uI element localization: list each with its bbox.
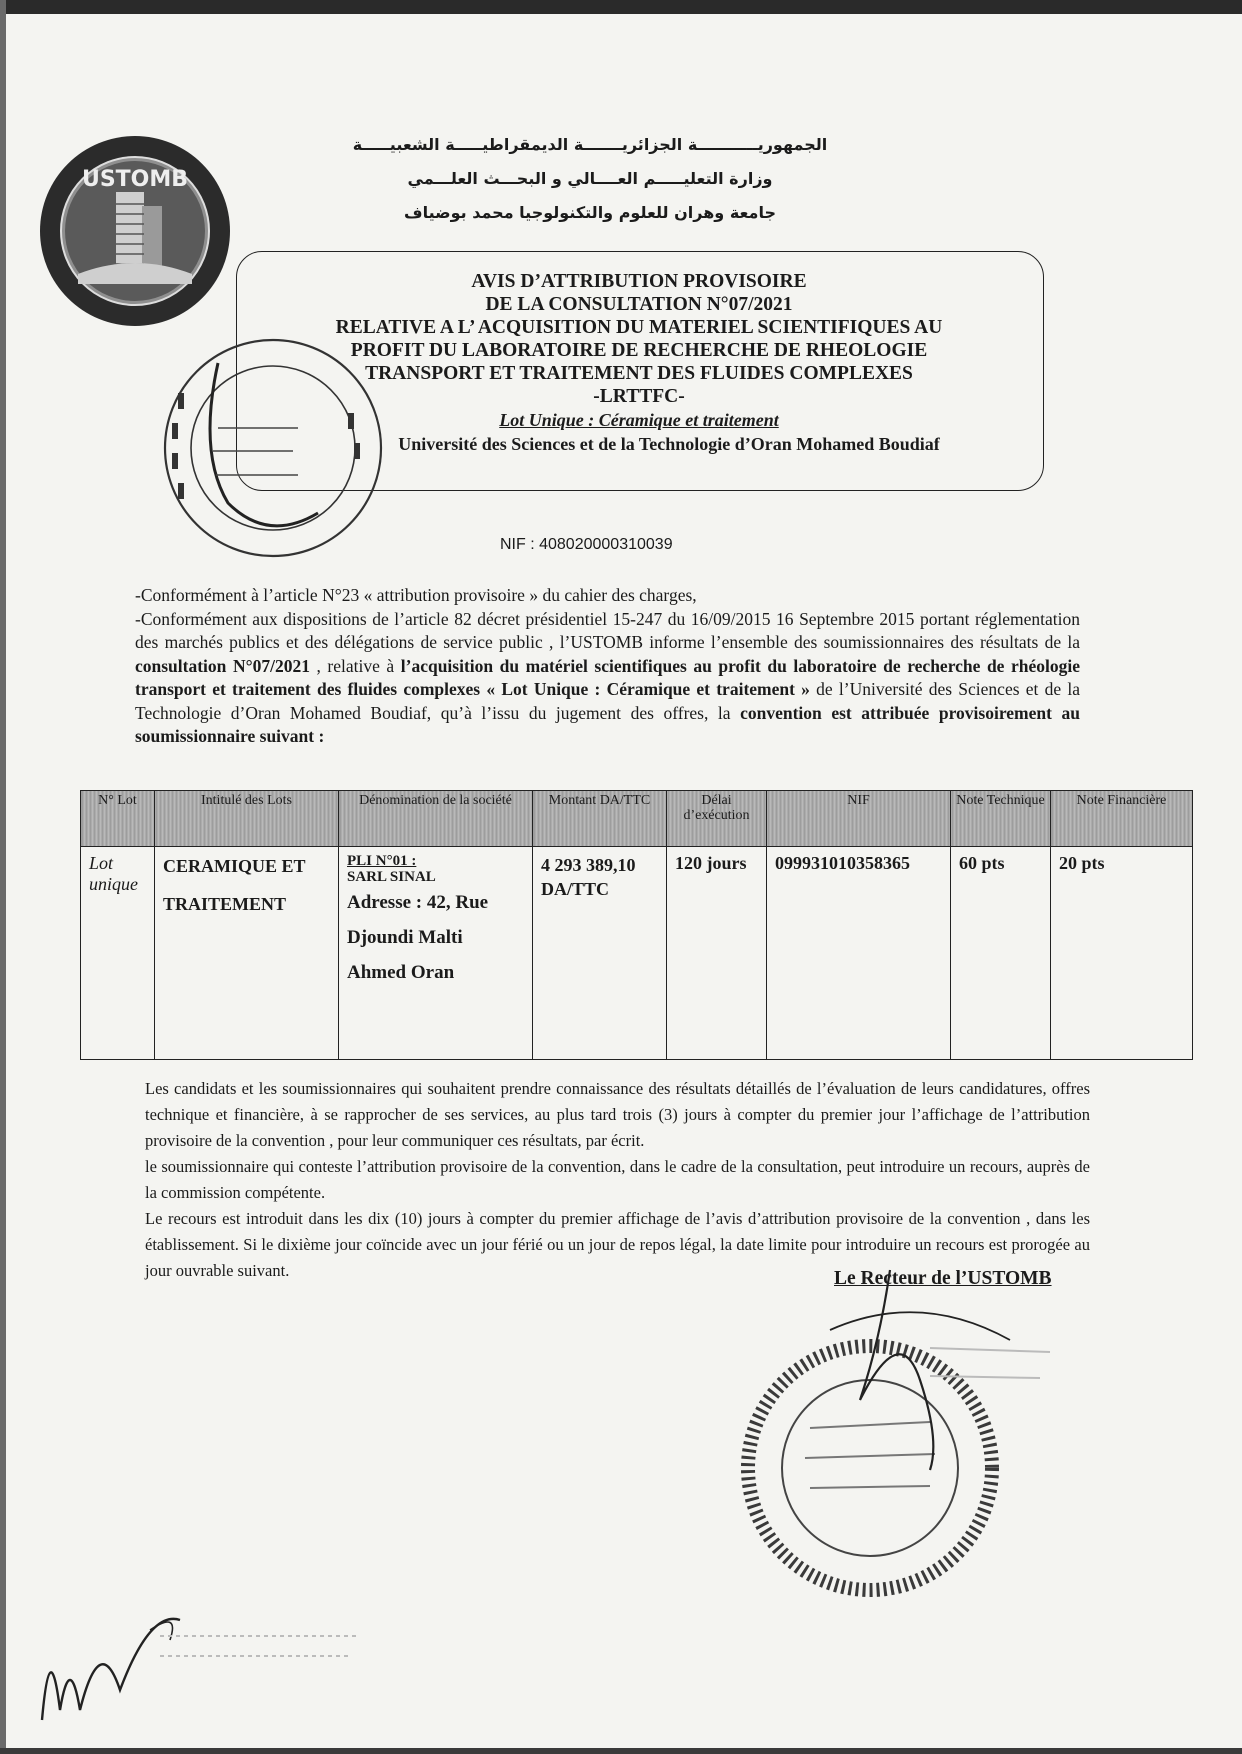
column-header: Note Financière (1051, 791, 1193, 847)
column-header: Note Technique (951, 791, 1051, 847)
column-header: NIF (767, 791, 951, 847)
svg-text:USTOMB: USTOMB (81, 167, 189, 192)
cell-intitule (155, 847, 339, 1060)
arabic-header-line: جامعة وهران للعلوم والتكنولوجيا محمد بوضياف (404, 203, 776, 222)
title-line: TRANSPORT ET TRAITEMENT DES FLUIDES COMPLEXES (365, 363, 913, 384)
university-name: Université des Sciences et de la Technologie d’Oran Mohamed Boudiaf (398, 434, 940, 454)
cell-nif: 099931010358365 (767, 847, 951, 1060)
column-header: Intitulé des Lots (155, 791, 339, 847)
body-text-span: , relative à (309, 655, 401, 676)
footer-text (145, 1076, 1090, 1284)
footer-paragraph: Le recours est introduit dans les dix (10) jours à compter du premier affichage de l’avis d’attribution provisoire de la convention , dans les établissement. Si le dixième jour coïncide avec un jour férié ou un jour de repos légal, la date limite pour introduire un recours est prorogée au jour ouvrable suivant. (145, 1209, 1090, 1280)
column-header: Délai d’exécution (667, 791, 767, 847)
column-header: Dénomination de la société (339, 791, 533, 847)
scan-edge-left (0, 0, 6, 1754)
body-text-span: -Conformément aux dispositions de l’article 82 décret présidentiel 15-247 du 16/09/2015 16 Septembre 2015 portant réglementation des marchés publics et des délégations de service public , l’USTOMB informe l’ensemble des soumissionnaires des résultats de la (135, 608, 1080, 652)
award-statement: convention est attribuée provisoirement au soumissionnaire suivant : (135, 702, 1081, 746)
consultation-reference: consultation N°07/2021 (135, 655, 310, 676)
footer-paragraph: le soumissionnaire qui conteste l’attribution provisoire de la convention, dans le cadre de la consultation, peut introduire un recours, auprès de la commission compétente. (145, 1157, 1090, 1202)
title-line: DE LA CONSULTATION N°07/2021 (485, 294, 793, 315)
company-name: SARL SINAL (347, 869, 436, 885)
scan-edge-bottom (0, 1748, 1242, 1754)
title-line: RELATIVE A L’ ACQUISITION DU MATERIEL SCIENTIFIQUES AU (335, 317, 943, 338)
pli-number (347, 853, 524, 869)
lot-subtitle: Lot Unique : Céramique et traitement (499, 410, 779, 430)
cell-societe (339, 847, 533, 1060)
arabic-header-line: وزارة التعليـــــم العــــالي و البحـــث العلـــمي (407, 169, 773, 188)
body-paragraph (135, 608, 1080, 749)
column-header: Montant DA/TTC (533, 791, 667, 847)
arabic-header (330, 128, 850, 230)
results-table (80, 790, 1193, 1060)
pli-label: PLI N°01 : (347, 853, 417, 869)
university-logo (38, 134, 232, 328)
body-text-span: de l’Université des Sciences et de la Technologie d’Oran Mohamed Boudiaf, qu’à l’issu du jugement des offres, la (135, 679, 1080, 723)
left-stamp (158, 333, 388, 563)
body-paragraph: -Conformément à l’article N°23 « attribution provisoire » du cahier des charges, (135, 585, 697, 605)
scan-edge-top (0, 0, 1242, 14)
arabic-header-line: الجمهوريـــــــــــة الجزائريـــــــة الديمقراطيـــــة الشعبيـــــة (352, 135, 828, 154)
acquisition-subject: l’acquisition du matériel scientifiques au profit du laboratoire de recherche de rhéologie transport et traitement des fluides complexes « Lot Unique : Céramique et traitement » (135, 655, 1081, 699)
faint-marks (160, 1626, 380, 1686)
lot-title: CERAMIQUE ET TRAITEMENT (163, 856, 306, 914)
cell-note-technique: 60 pts (951, 847, 1051, 1060)
nif-number: NIF : 408020000310039 (500, 536, 673, 553)
table-header-row (81, 791, 1193, 847)
cell-note-financiere: 20 pts (1051, 847, 1193, 1060)
title-line: -LRTTFC- (593, 386, 685, 407)
body-text (135, 584, 1080, 749)
signatory-title: Le Recteur de l’USTOMB (834, 1268, 1052, 1289)
title-line: AVIS D’ATTRIBUTION PROVISOIRE (471, 271, 807, 292)
cell-montant: 4 293 389,10 DA/TTC (533, 847, 667, 1060)
rector-signature (820, 1260, 1020, 1480)
company-address: Adresse : 42, Rue Djoundi Malti Ahmed Oran (347, 892, 489, 983)
title-line: PROFIT DU LABORATOIRE DE RECHERCHE DE RHEOLOGIE (350, 340, 928, 361)
footer-paragraph: Les candidats et les soumissionnaires qui souhaitent prendre connaissance des résultats détaillés de l’évaluation de leurs candidatures, offres technique et financière, à se rapprocher de ses services, au plus tard trois (3) jours à compter du premier jour l’affichage de l’attribution provisoire de la convention , pour leur communiquer ces résultats, par écrit. (145, 1079, 1090, 1150)
cell-lot: Lot unique (81, 847, 155, 1060)
table-row (81, 847, 1193, 1060)
column-header: N° Lot (81, 791, 155, 847)
cell-delai: 120 jours (667, 847, 767, 1060)
